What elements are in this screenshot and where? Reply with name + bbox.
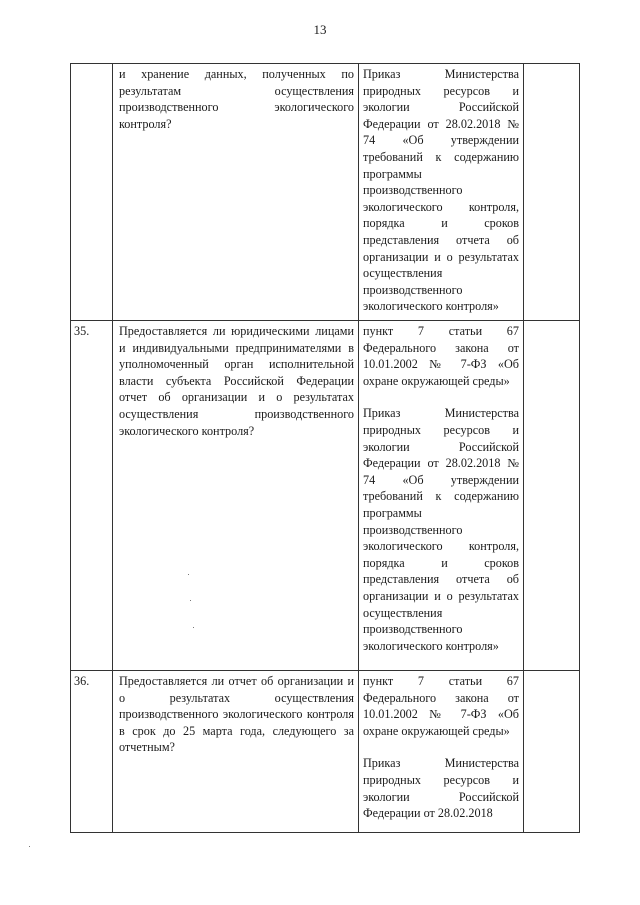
question-cell: [113, 671, 359, 833]
notes-cell: [524, 321, 580, 671]
checklist-table: [70, 63, 580, 833]
legal-basis-cell: [359, 321, 524, 671]
notes-cell: [524, 671, 580, 833]
question-cell: [113, 321, 359, 671]
row-number-cell: 36.: [71, 671, 113, 833]
scan-speck: [190, 600, 191, 601]
legal-basis-cell: [359, 64, 524, 321]
legal-basis-text: пункт 7 статьи 67 Федерального закона от 10.01.2002 № 7-ФЗ «Об охране окружающей среды»: [363, 674, 519, 738]
legal-basis-text: Приказ Министерства природных ресурсов и экологии Российской Федерации от 28.02.2018 № 74 «Об утверждении требований к содержанию программы производственного экологического контроля, порядка и сроков представления отчета об организации и о результатах осуществления производственного экологического контроля»: [363, 67, 519, 314]
notes-cell: [524, 64, 580, 321]
row-number-cell: 35.: [71, 321, 113, 671]
question-text: Предоставляется ли отчет об организации и о результатах осуществления производственного экологического контроля в срок до 25 марта года, следующего за отчетным?: [119, 674, 354, 755]
question-cell: [113, 64, 359, 321]
table-row: [71, 671, 580, 833]
question-text: и хранение данных, полученных по результатам осуществления производственного экологического контроля?: [119, 67, 354, 131]
legal-basis-cell: [359, 671, 524, 833]
table-row: [71, 64, 580, 321]
scan-speck: [188, 574, 189, 575]
legal-basis-text: Приказ Министерства природных ресурсов и экологии Российской Федерации от 28.02.2018 № 74 «Об утверждении требований к содержанию программы производственного экологического контроля, порядка и сроков представления отчета об организации и о результатах осуществления производственного экологического контроля»: [363, 406, 519, 653]
page-number: 13: [313, 22, 327, 37]
table-row: [71, 321, 580, 671]
row-number-cell: [71, 64, 113, 321]
question-text: Предоставляется ли юридическими лицами и индивидуальными предпринимателями в уполномоченный орган исполнительной власти субъекта Российской Федерации отчет об организации и о результатах осуществления производственного экологического контроля?: [119, 324, 354, 438]
scan-speck: [29, 846, 30, 847]
scan-speck: [193, 627, 194, 628]
legal-basis-text: пункт 7 статьи 67 Федерального закона от 10.01.2002 № 7-ФЗ «Об охране окружающей среды»: [363, 324, 519, 388]
legal-basis-text: Приказ Министерства природных ресурсов и экологии Российской Федерации от 28.02.2018: [363, 756, 519, 821]
